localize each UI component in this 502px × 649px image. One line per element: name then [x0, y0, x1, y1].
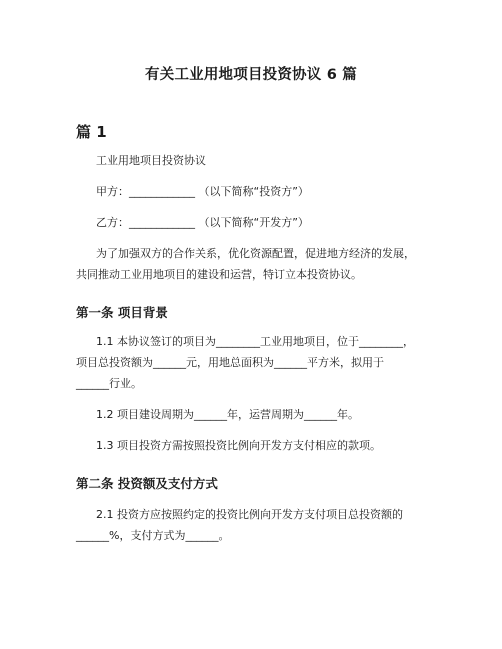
- clause-2-1-line-2: ______%，支付方式为______。: [76, 529, 230, 542]
- clause-1-1-line-1: 1.1 本协议签订的项目为________工业用地项目，位于________，: [96, 335, 414, 348]
- clause-2-1-line-1: 2.1 投资方应按照约定的投资比例向开发方支付项目总投资额的: [96, 508, 403, 521]
- document-title: 有关工业用地项目投资协议 6 篇: [145, 67, 357, 83]
- party-a-line: 甲方：____________ （以下简称“投资方”）: [96, 185, 309, 198]
- intro-line-1: 为了加强双方的合作关系，优化资源配置，促进地方经济的发展，: [96, 247, 415, 260]
- article-2-heading: 第二条 投资额及支付方式: [76, 476, 218, 491]
- section-heading: 篇 1: [76, 123, 107, 141]
- agreement-name: 工业用地项目投资协议: [96, 154, 206, 167]
- clause-1-2: 1.2 项目建设周期为______年，运营周期为______年。: [96, 408, 359, 421]
- article-1-heading: 第一条 项目背景: [76, 305, 168, 320]
- clause-1-3: 1.3 项目投资方需按照投资比例向开发方支付相应的款项。: [96, 439, 381, 452]
- party-b-line: 乙方：____________ （以下简称“开发方”）: [96, 216, 309, 229]
- intro-line-2: 共同推动工业用地项目的建设和运营，特订立本投资协议。: [76, 268, 362, 281]
- clause-1-1-line-2: 项目总投资额为______元，用地总面积为______平方米，拟用于: [76, 356, 384, 369]
- clause-1-1-line-3: ______行业。: [76, 377, 142, 390]
